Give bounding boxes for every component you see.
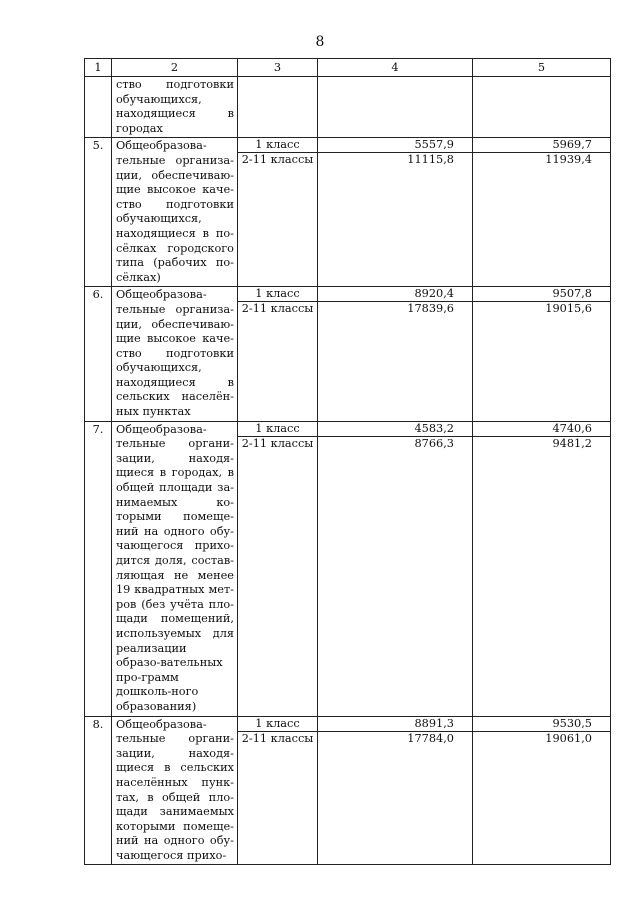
value-class-2-11: 8766,3 xyxy=(414,436,454,450)
table-row xyxy=(85,138,611,287)
class-1: 1 класс xyxy=(238,287,317,302)
value-class-2-11: 19015,6 xyxy=(545,302,592,316)
table-row xyxy=(85,716,611,865)
row-number: 6. xyxy=(85,287,112,421)
value-col-4 xyxy=(318,421,473,716)
organization-type: Общеобразова-тельные организа-ции, обеспечиваю-щие высокое каче-ство подготовки обучающихся, находящиеся в сельских населён-ных пунктах xyxy=(112,287,238,421)
table-row-continuation xyxy=(85,77,611,138)
value-class-1: 8920,4 xyxy=(318,287,472,302)
value-class-1: 4740,6 xyxy=(473,422,610,437)
class-cell xyxy=(238,716,318,865)
page-number: 8 xyxy=(315,34,325,50)
value-class-2-11: 17839,6 xyxy=(407,302,454,316)
header-col-4: 4 xyxy=(318,59,473,77)
value-class-2-11: 11939,4 xyxy=(545,153,592,167)
value-col-5 xyxy=(473,421,611,716)
organization-type: ство подготовки обучающихся, находящиеся в городах xyxy=(112,77,238,138)
value-class-2-11: 11115,8 xyxy=(407,153,454,167)
value-class-1: 5969,7 xyxy=(473,138,610,153)
header-col-5: 5 xyxy=(473,59,611,77)
table-row xyxy=(85,421,611,716)
class-2-11: 2-11 классы xyxy=(241,153,314,167)
class-cell xyxy=(238,287,318,421)
value-col-4 xyxy=(318,138,473,287)
organization-type: Общеобразова-тельные органи-зации, находя-щиеся в сельских населённых пунк-тах, в общей пло-щади занимаемых которыми помеще-ний на одного обу-чающегося прихо- xyxy=(112,716,238,865)
class-cell xyxy=(238,138,318,287)
class-cell xyxy=(238,77,318,138)
class-2-11: 2-11 классы xyxy=(241,731,314,745)
class-1: 1 класс xyxy=(238,717,317,732)
value-col-4 xyxy=(318,287,473,421)
value-class-1: 9507,8 xyxy=(473,287,610,302)
class-cell xyxy=(238,421,318,716)
value-col-5 xyxy=(473,287,611,421)
value-class-2-11: 9481,2 xyxy=(552,436,592,450)
organization-type: Общеобразова-тельные организа-ции, обеспечиваю-щие высокое каче-ство подготовки обучающихся, находящиеся в по-сёлках городского типа (рабочих по-сёлках) xyxy=(112,138,238,287)
tariff-table xyxy=(84,58,611,865)
row-number xyxy=(85,77,112,138)
header-col-3: 3 xyxy=(238,59,318,77)
value-col-5 xyxy=(473,138,611,287)
value-col-5 xyxy=(473,77,611,138)
table-row xyxy=(85,287,611,421)
organization-type: Общеобразова-тельные органи-зации, находя-щиеся в городах, в общей площади за-нимаемых ко-торыми помеще-ний на одного обу-чающегося прихо-дится доля, состав-ляющая не менее 19 квадратных мет-ров (без учёта пло-щади помещений, используемых для реализации образо-вательных про-грамм дошколь-ного образования) xyxy=(112,421,238,716)
value-col-5 xyxy=(473,716,611,865)
header-col-2: 2 xyxy=(112,59,238,77)
value-class-2-11: 19061,0 xyxy=(545,731,592,745)
class-1: 1 класс xyxy=(238,422,317,437)
value-class-1: 5557,9 xyxy=(318,138,472,153)
row-number: 7. xyxy=(85,421,112,716)
value-class-1: 8891,3 xyxy=(318,717,472,732)
value-class-1: 4583,2 xyxy=(318,422,472,437)
class-2-11: 2-11 классы xyxy=(241,302,314,316)
header-col-1: 1 xyxy=(85,59,112,77)
row-number: 8. xyxy=(85,716,112,865)
value-col-4 xyxy=(318,716,473,865)
value-class-2-11: 17784,0 xyxy=(407,731,454,745)
row-number: 5. xyxy=(85,138,112,287)
table-header xyxy=(85,59,611,77)
value-class-1: 9530,5 xyxy=(473,717,610,732)
class-2-11: 2-11 классы xyxy=(241,436,314,450)
class-1: 1 класс xyxy=(238,138,317,153)
value-col-4 xyxy=(318,77,473,138)
